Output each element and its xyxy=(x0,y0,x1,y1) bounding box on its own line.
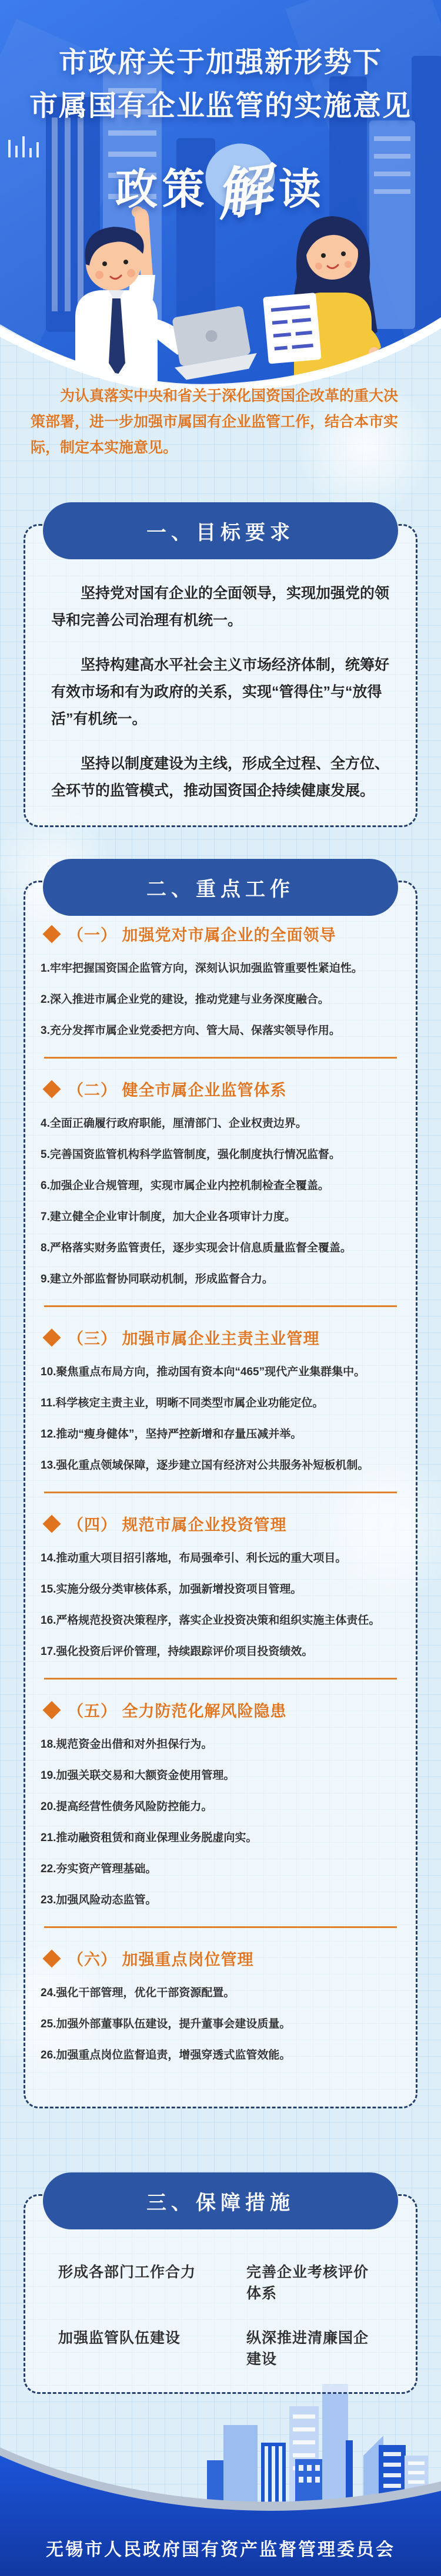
work-item: 22.夯实资产管理基础。 xyxy=(41,1863,157,1875)
diamond-icon xyxy=(42,1514,61,1533)
section-keywork xyxy=(0,859,441,2108)
title-line-1: 市政府关于加强新形势下 xyxy=(58,47,382,78)
section-goals-title: 一、目标要求 xyxy=(43,502,398,559)
diamond-icon xyxy=(42,1080,61,1098)
goal-paragraph: 坚持构建高水平社会主义市场经济体制，统筹好有效市场和有为政府的关系，实现“管得住”与“放得活”有机统一。 xyxy=(51,657,390,727)
work-item: 19.加强关联交易和大额资金使用管理。 xyxy=(41,1769,235,1782)
subsection-divider xyxy=(44,1926,397,1928)
subsection-header xyxy=(41,1947,400,1970)
subsection-header xyxy=(41,922,400,945)
title-line-2: 市属国有企业监管的实施意见 xyxy=(29,90,412,122)
work-item: 24.强化干部管理，优化干部资源配置。 xyxy=(41,1987,235,1999)
subsection-divider xyxy=(44,1305,397,1307)
subsection-divider xyxy=(44,1678,397,1680)
work-item: 3.充分发挥市属企业党委把方向、管大局、保落实领导作用。 xyxy=(41,1025,340,1037)
work-item: 2.深入推进市属企业党的建设，推动党建与业务深度融合。 xyxy=(41,993,329,1006)
badge-text-left: 政策 xyxy=(115,166,209,213)
measures-grid xyxy=(58,2261,383,2369)
work-item: 5.完善国资监管机构科学监管制度，强化制度执行情况监督。 xyxy=(41,1148,340,1161)
work-item: 23.加强风险动态监管。 xyxy=(41,1894,157,1906)
section-keywork-title: 二、重点工作 xyxy=(43,859,398,916)
work-item: 18.规范资金出借和对外担保行为。 xyxy=(41,1738,213,1751)
work-item: 26.加强重点岗位监督追责，增强穿透式监管效能。 xyxy=(41,2049,291,2061)
subsection-title: （五） 全力防范化解风险隐患 xyxy=(68,1702,287,1720)
subsection-title: （四） 规范市属企业投资管理 xyxy=(68,1516,287,1534)
poster-title xyxy=(0,41,441,128)
section-safeguards-title: 三、保障措施 xyxy=(43,2172,398,2229)
measure-item: 完善企业考核评价体系 xyxy=(246,2264,369,2302)
work-item: 13.强化重点领域保障，逐步建立国有经济对公共服务补短板机制。 xyxy=(41,1459,369,1472)
keywork-box xyxy=(24,881,417,2108)
subsection-header xyxy=(41,1077,400,1100)
work-item: 16.严格规范投资决策程序，落实企业投资决策和组织实施主体责任。 xyxy=(41,1614,380,1627)
badge-text-right: 读 xyxy=(279,166,326,213)
diamond-icon xyxy=(42,925,61,943)
diamond-icon xyxy=(42,1701,61,1719)
goal-paragraph: 坚持以制度建设为主线，形成全过程、全方位、全环节的监管模式，推动国资国企持续健康发展。 xyxy=(51,755,390,799)
subsection-divider xyxy=(44,1057,397,1059)
diamond-icon xyxy=(42,1328,61,1346)
footer-org-name: 无锡市人民政府国有资产监督管理委员会 xyxy=(46,2540,395,2560)
work-item: 15.实施分级分类审核体系，加强新增投资项目管理。 xyxy=(41,1583,302,1596)
work-item: 21.推动融资租赁和商业保理业务脱虚向实。 xyxy=(41,1832,258,1844)
work-item: 8.严格落实财务监管责任，逐步实现会计信息质量监督全覆盖。 xyxy=(41,1242,352,1254)
section-safeguards xyxy=(0,2172,441,2394)
subsection-header xyxy=(41,1512,400,1535)
subsection-title: （二） 健全市属企业监管体系 xyxy=(68,1082,287,1099)
work-item: 25.加强外部董事队伍建设，提升董事会建设质量。 xyxy=(41,2018,291,2030)
work-item: 9.建立外部监督协同联动机制，形成监督合力。 xyxy=(41,1273,273,1285)
work-item: 11.科学核定主责主业，明晰不同类型市属企业功能定位。 xyxy=(41,1397,324,1409)
subsection-divider xyxy=(44,1492,397,1493)
measure-item: 纵深推进清廉国企建设 xyxy=(246,2330,369,2367)
footer xyxy=(0,2373,441,2576)
work-item: 10.聚焦重点布局方向，推动国有资本向“465”现代产业集群集中。 xyxy=(41,1366,366,1378)
goal-paragraph: 坚持党对国有企业的全面领导，实现加强党的领导和完善公司治理有机统一。 xyxy=(51,585,390,629)
subsection-title: （一） 加强党对市属企业的全面领导 xyxy=(68,926,336,944)
subsection-header xyxy=(41,1326,400,1349)
subsection-header xyxy=(41,1698,400,1721)
measure-item: 形成各部门工作合力 xyxy=(58,2264,196,2281)
subsection-title: （六） 加强重点岗位管理 xyxy=(68,1951,254,1969)
work-item: 1.牢牢把握国资国企监管方向，深刻认识加强监管重要性紧迫性。 xyxy=(41,962,363,975)
goals-box xyxy=(24,524,417,827)
work-item: 6.加强企业合规管理，实现市属企业内控机制检查全覆盖。 xyxy=(41,1180,329,1192)
document-icon xyxy=(263,293,322,364)
work-item: 17.强化投资后评价管理，持续跟踪评价项目投资绩效。 xyxy=(41,1645,313,1658)
work-item: 14.推动重大项目招引落地，布局强牵引、利长远的重大项目。 xyxy=(41,1552,347,1564)
work-item: 4.全面正确履行政府职能，厘清部门、企业权责边界。 xyxy=(41,1117,307,1130)
work-item: 7.建立健全企业审计制度，加大企业各项审计力度。 xyxy=(41,1211,296,1223)
intro-paragraph: 为认真落实中央和省关于深化国资国企改革的重大决策部署，进一步加强市属国有企业监管工作，结合本市实际，制定本实施意见。 xyxy=(31,388,399,456)
work-item: 20.提高经营性债务风险防控能力。 xyxy=(41,1801,213,1813)
badge-text-mid: 解 xyxy=(210,145,276,231)
work-item: 12.推动“瘦身健体”，坚持严控新增和存量压减并举。 xyxy=(41,1428,302,1440)
header xyxy=(0,0,441,394)
section-goals xyxy=(0,502,441,827)
policy-badge xyxy=(0,146,441,225)
diamond-icon xyxy=(42,1949,61,1967)
subsection-title: （三） 加强市属企业主责主业管理 xyxy=(68,1330,320,1348)
measure-item: 加强监管队伍建设 xyxy=(58,2330,181,2346)
